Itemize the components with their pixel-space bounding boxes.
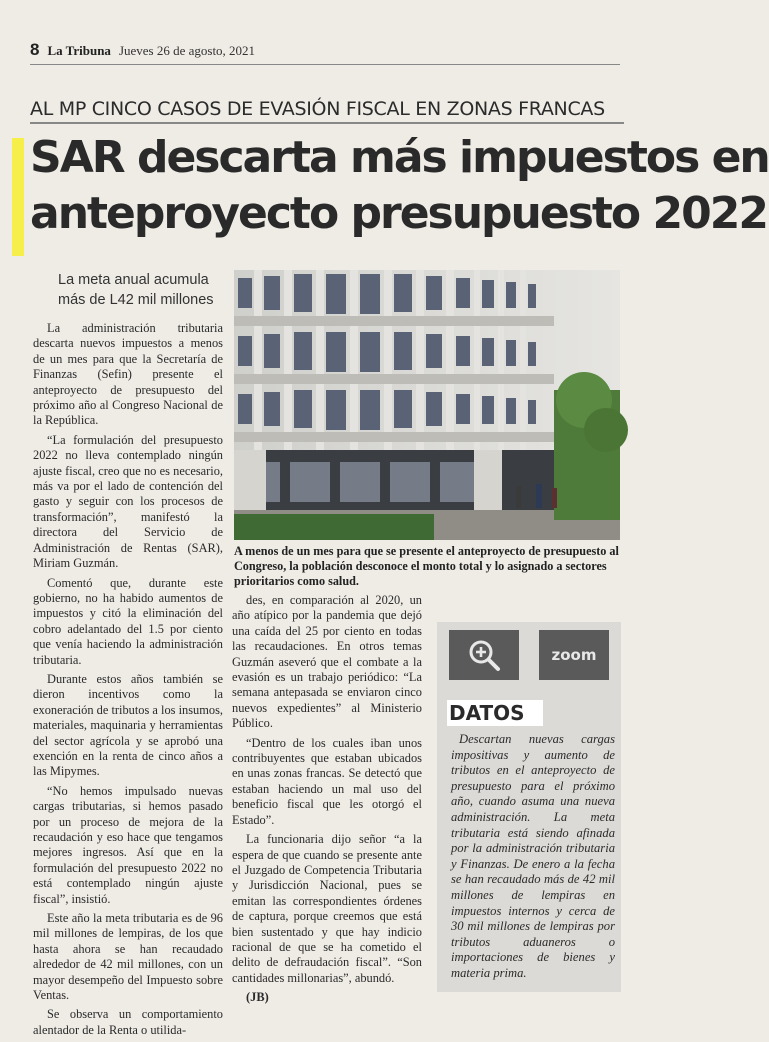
zoom-in-button[interactable] (449, 630, 519, 680)
highlighter-mark (12, 138, 24, 256)
magnifier-plus-icon (467, 638, 501, 672)
kicker-rule (30, 122, 624, 124)
paragraph: “La formulación del presupuesto 2022 no lleva contemplado ningún ajuste fiscal, creo que no es necesario, más va por el lado de contención del gasto y seguir con los procesos de transformación”, manifestó la directora del Servicio de Administración de Rentas (SAR), Miriam Guzmán. (33, 432, 223, 571)
paragraph: “Dentro de los cuales iban unos contribuyentes que estaban ubicados en unas zonas francas. Se detectó que estaban haciendo un mal uso del beneficio fiscal que les otorgó el Estado”. (232, 735, 422, 827)
author-signature: (JB) (246, 990, 269, 1005)
headline-line-2: anteproyecto presupuesto 2022 (30, 188, 767, 239)
article-deck: La meta anual acumula más de L42 mil millones (58, 272, 214, 308)
page-number: 8 (30, 40, 40, 59)
paragraph: Durante estos años también se dieron incentivos como la exoneración de tributos a los insumos, materiales, maquinaria y herramientas del sector agrícola y se aprobó una exención en la renta de cinco años a las Mipymes. (33, 671, 223, 779)
paragraph: La administración tributaria descarta nuevos impuestos a menos de un mes para que la Secretaría de Finanzas (Sefin) presente el anteproyecto de presupuesto del próximo año al Congreso Nacional de la República. (33, 321, 223, 428)
zoom-button[interactable] (539, 630, 609, 680)
paragraph: Se observa un comportamiento alentador de la Renta o utilida- (33, 1007, 223, 1037)
building-illustration (234, 270, 620, 540)
datos-paragraph: Descartan nuevas cargas impositivas y aumento de tributos en el anteproyecto de presupuesto para el próximo año, cuando asuma una nueva administración. La meta tributaria está siendo afinada por la administración tributaria y Finanzas. De enero a la fecha se han recaudado más de 42 mil millones de lempiras en impuestos internos y cerca de 30 mil millones de lempiras por tributos aduaneros o importaciones de bienes y materia prima. (451, 732, 615, 980)
header-rule (30, 64, 620, 65)
zoom-label: zoom (551, 646, 597, 664)
datos-title: DATOS (447, 700, 543, 726)
article-headline (30, 130, 769, 242)
paragraph: Comentó que, durante este gobierno, no ha habido aumentos de impuestos y citó la eliminación del cobro adelantado del 1.5 por ciento que venía haciendo la administración tributaria. (33, 575, 223, 667)
article-column-1 (33, 321, 223, 1042)
paragraph: “No hemos impulsado nuevas cargas tributarias, si hemos pasado por un proceso de mejora de la recaudación y eso hace que tengamos mejores ingresos. Así que en la formulación del presupuesto 2022 no está contemplado ningún ajuste fiscal”, insistió. (33, 783, 223, 906)
article-kicker: AL MP CINCO CASOS DE EVASIÓN FISCAL EN ZONAS FRANCAS (30, 98, 605, 120)
headline-line-1: SAR descarta más impuestos en (30, 132, 769, 183)
paragraph: des, en comparación al 2020, un año atípico por la pandemia que dejó una caída del 25 por ciento en todas las recaudaciones. En otros temas Guzmán aseveró que el combate a la evasión es un trabajo periódico: “La semana antepasada se enviaron cinco nuevos expedientes” al Ministerio Público. (232, 593, 422, 731)
paragraph: La funcionaria dijo señor “a la espera de que cuando se presente ante el Juzgado de Competencia Tributaria y Jurisdicción Nacional, pues se emitan las correspondientes órdenes de captura, porque creemos que está bien sustentado y que hay indicio racional de que se ha cometido el delito de defraudación fiscal”. “Son cantidades millonarias”, abundó. (232, 832, 422, 985)
article-column-2 (232, 593, 422, 1010)
page-header (30, 40, 255, 60)
datos-text (451, 732, 615, 982)
photo-caption: A menos de un mes para que se presente el anteproyecto de presupuesto al Congreso, la población desconoce el monto total y lo asignado a sectores prioritarios como salud. (234, 544, 619, 589)
paragraph: Este año la meta tributaria es de 96 mil millones de lempiras, de los que hasta ahora se han recaudado alrededor de 42 mil millones, con un mayor desempeño del Impuesto sobre Ventas. (33, 911, 223, 1003)
newspaper-name: La Tribuna (47, 43, 111, 58)
datos-sidebar (437, 622, 621, 992)
publication-date: Jueves 26 de agosto, 2021 (118, 43, 256, 58)
building-photo (234, 270, 620, 540)
